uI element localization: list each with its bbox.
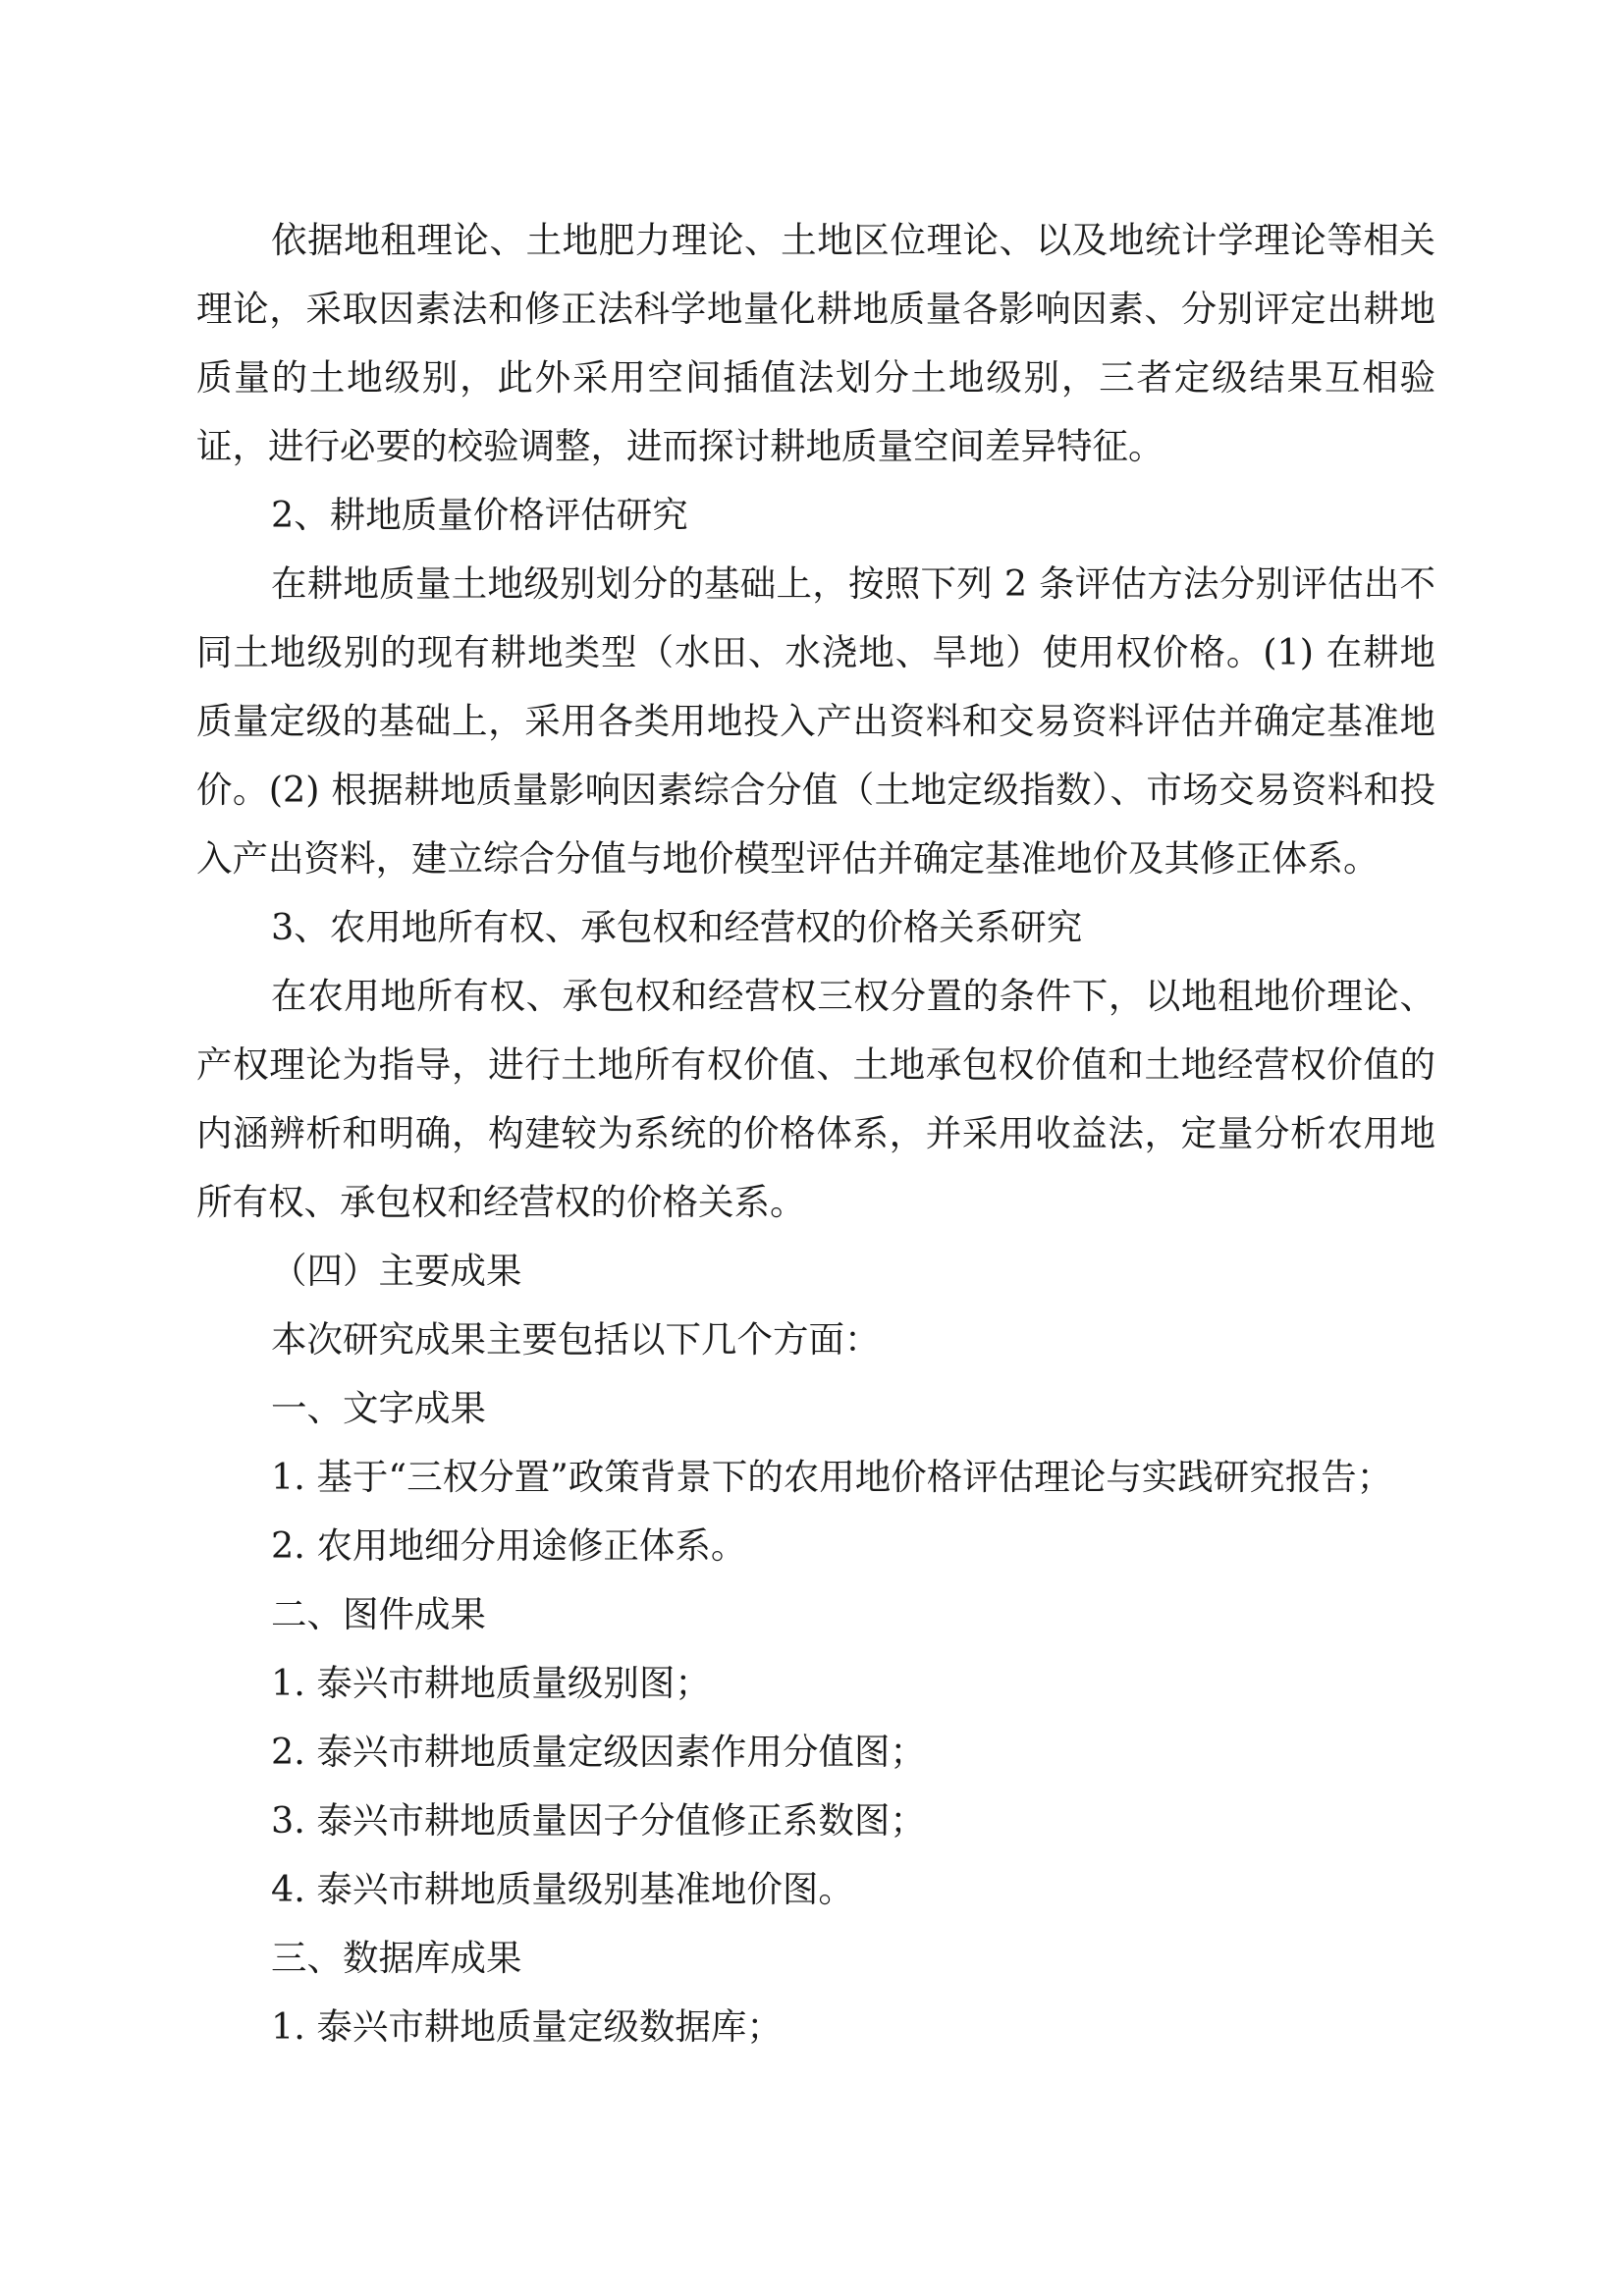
subsection-heading: 三、数据库成果 bbox=[271, 1937, 522, 1979]
section-heading: 2、耕地质量价格评估研究 bbox=[271, 494, 688, 536]
document-body bbox=[196, 206, 1435, 2061]
body-paragraph: 在农用地所有权、承包权和经营权三权分置的条件下，以地租地价理论、产权理论为指导，进行土地所有权价值、土地承包权价值和土地经营权价值的内涵辨析和明确，构建较为系统的价格体系，并采用收益法，定量分析农用地所有权、承包权和经营权的价格关系。 bbox=[196, 975, 1435, 1223]
list-item: 4. 泰兴市耕地质量级别基准地价图。 bbox=[271, 1868, 854, 1910]
body-paragraph: 依据地租理论、土地肥力理论、土地区位理论、以及地统计学理论等相关理论，采取因素法和修正法科学地量化耕地质量各影响因素、分别评定出耕地质量的土地级别，此外采用空间插值法划分土地级别，三者定级结果互相验证，进行必要的校验调整，进而探讨耕地质量空间差异特征。 bbox=[196, 219, 1435, 467]
body-paragraph: 在耕地质量土地级别划分的基础上，按照下列 2 条评估方法分别评估出不同土地级别的现有耕地类型（水田、水浇地、旱地）使用权价格。(1) 在耕地质量定级的基础上，采用各类用地投入产出资料和交易资料评估并确定基准地价。(2) 根据耕地质量影响因素综合分值（土地定级指数）、市场交易资料和投入产出资料，建立综合分值与地价模型评估并确定基准地价及其修正体系。 bbox=[196, 562, 1435, 880]
section-heading: （四）主要成果 bbox=[271, 1250, 522, 1292]
list-item: 1. 基于“三权分置”政策背景下的农用地价格评估理论与实践研究报告； bbox=[271, 1456, 1393, 1498]
list-item: 1. 泰兴市耕地质量级别图； bbox=[271, 1662, 711, 1704]
section-heading: 3、农用地所有权、承包权和经营权的价格关系研究 bbox=[271, 906, 1083, 948]
body-paragraph: 本次研究成果主要包括以下几个方面： bbox=[271, 1318, 881, 1361]
subsection-heading: 一、文字成果 bbox=[271, 1387, 486, 1429]
list-item: 3. 泰兴市耕地质量因子分值修正系数图； bbox=[271, 1799, 926, 1842]
subsection-heading: 二、图件成果 bbox=[271, 1593, 486, 1635]
list-item: 2. 农用地细分用途修正体系。 bbox=[271, 1524, 747, 1567]
list-item: 2. 泰兴市耕地质量定级因素作用分值图； bbox=[271, 1731, 926, 1773]
list-item: 1. 泰兴市耕地质量定级数据库； bbox=[271, 2005, 783, 2048]
